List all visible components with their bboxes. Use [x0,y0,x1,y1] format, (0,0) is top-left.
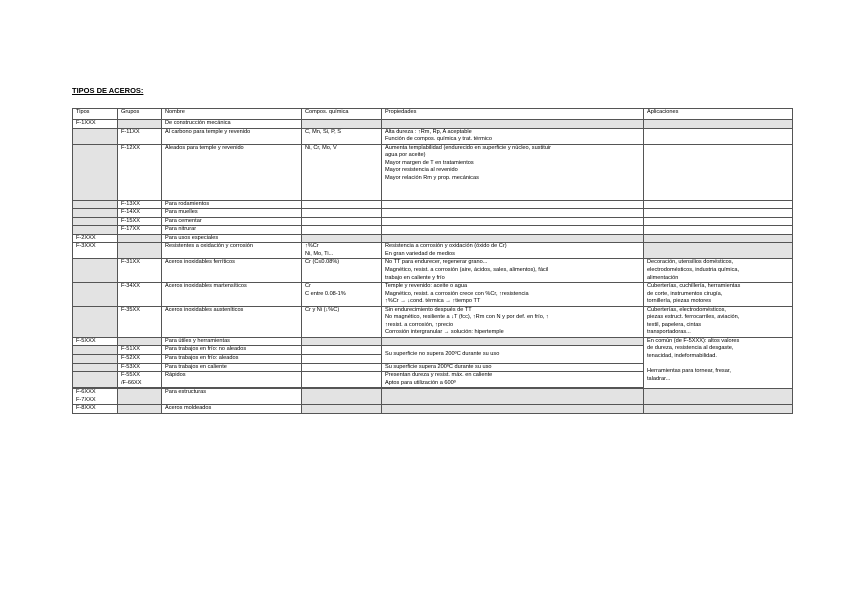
cell-grupo: F-35XX [118,306,162,337]
page-title: TIPOS DE ACEROS: [72,86,144,95]
cell-apl: Decoración, utensilios domésticos, electrodomésticos, industria química, alimentación [644,259,793,283]
cell-compos: Ni, Cr, Mo, V [302,144,382,200]
cell-compos: C, Mn, Si, P, S [302,128,382,144]
cell-nombre: Aceros inoxidables martensíticos [162,283,302,307]
header-grupos: Grupos [118,109,162,120]
cell-tipo: F-8XXX [73,405,118,414]
cell-nombre: Para trabajos en frío: no aleados [162,346,302,355]
cell-grupo: F-55XX /F-66XX [118,372,162,388]
table-row [73,243,793,259]
table-row [73,234,793,243]
cell-tipo: F-5XXX [73,337,118,346]
cell-grupo: F-11XX [118,128,162,144]
table-row [73,209,793,218]
table-row [73,405,793,414]
steel-types-table [72,108,793,414]
cell-prop: Alta dureza : ↑Rm, Rp, A aceptable Función de compos. química y trat. térmico [382,128,644,144]
cell-compos: ↑%Cr Ni, Mo, Ti... [302,243,382,259]
cell-nombre: Resistentes a oxidación y corrosión [162,243,302,259]
table-row [73,283,793,307]
cell-grupo: F-12XX [118,144,162,200]
cell-grupo: F-52XX [118,355,162,364]
header-nombre: Nombre [162,109,302,120]
cell-nombre: Para rodamientos [162,200,302,209]
cell-compos: Cr y Ni (↓%C) [302,306,382,337]
table-row [73,120,793,129]
cell-nombre: Para nitrurar [162,226,302,235]
cell-prop: Presentan dureza y resist. máx. en caliente Aptos para utilización a 600º [382,372,644,388]
cell-tipo: F-1XXX [73,120,118,129]
cell-nombre: Para muelles [162,209,302,218]
cell-grupo: F-31XX [118,259,162,283]
cell-compos: Cr C entre 0.08-1% [302,283,382,307]
table-row [73,200,793,209]
table-header-row [73,109,793,120]
cell-prop: Su superficie supera 200ºC durante su uso [382,363,644,372]
cell-prop: Sin endurecimiento después de TT No magnético, resiliente a ↓T (fcc), ↑Rm con N y por def. en frío, ↑ ↑resist. a corrosión, ↑precio Corrosión intergranular → solución: hipertemple [382,306,644,337]
cell-apl: Cuberterías, cuchillería, herramientas de corte, instrumentos cirugía, tornillería, piezas motores [644,283,793,307]
cell-nombre: Para trabajos en caliente [162,363,302,372]
header-tipos: Tipos [73,109,118,120]
cell-nombre: Para usos especiales [162,234,302,243]
table-row [73,306,793,337]
cell-nombre: Aceros inoxidables ferríticos [162,259,302,283]
cell-nombre: Aleados para temple y revenido [162,144,302,200]
cell-grupo: F-14XX [118,209,162,218]
table-row [73,226,793,235]
cell-grupo: F-51XX [118,346,162,355]
table-row [73,389,793,405]
cell-nombre: Para estructuras [162,389,302,405]
cell-nombre: Aceros moldeados [162,405,302,414]
cell-apl: Cuberterías, electrodomésticos, piezas estruct. ferrocarriles, aviación, textil, papelera, cintas transportadoras... [644,306,793,337]
cell-grupo: F-17XX [118,226,162,235]
cell-nombre: Rápidos [162,372,302,388]
cell-nombre: Para trabajos en frío: aleados [162,355,302,364]
cell-tipo: F-3XXX [73,243,118,259]
cell-grupo: F-15XX [118,217,162,226]
header-aplicaciones: Aplicaciones [644,109,793,120]
cell-nombre: Para útiles y herramientas [162,337,302,346]
table-row [73,128,793,144]
cell-grupo: F-13XX [118,200,162,209]
cell-compos: Cr (C≤0.08%) [302,259,382,283]
cell-nombre: Para cementar [162,217,302,226]
cell-apl: En común (de F-5XXX): altos valores de dureza, resistencia al desgaste, tenacidad, indeformabilidad. Herramientas para tornear, fresar, taladrar... [644,337,793,388]
header-compos: Compos. química [302,109,382,120]
cell-prop: Temple y revenido: aceite o agua Magnético, resist. a corrosión crece con %Cr, ↑resistencia ↑%Cr → ↓cond. térmica → ↑tiempo TT [382,283,644,307]
cell-prop: Su superficie no supera 200ºC durante su uso [382,346,644,363]
header-propiedades: Propiedades [382,109,644,120]
table-row [73,144,793,200]
cell-nombre: De construcción mecánica [162,120,302,129]
cell-grupo: F-53XX [118,363,162,372]
cell-tipo: F-6XXX F-7XXX [73,389,118,405]
cell-grupo: F-34XX [118,283,162,307]
table-row [73,259,793,283]
cell-prop: Aumenta templabilidad (endurecido en superficie y núcleo, sustituir agua por aceite) Mayor margen de T en tratamientos Mayor resistencia al revenido Mayor relación Rm y prop. mecánicas [382,144,644,200]
table-row [73,337,793,346]
cell-nombre: Aceros inoxidables austeníticos [162,306,302,337]
cell-prop: Resistencia a corrosión y oxidación (óxido de Cr) En gran variedad de medios [382,243,644,259]
cell-prop: No TT para endurecer, regenerar grano... Magnético, resist. a corrosión (aire, ácidos, sales, alimentos), fácil trabajo en caliente y frío [382,259,644,283]
table-row [73,217,793,226]
cell-nombre: Al carbono para temple y revenido [162,128,302,144]
cell-tipo: F-2XXX [73,234,118,243]
